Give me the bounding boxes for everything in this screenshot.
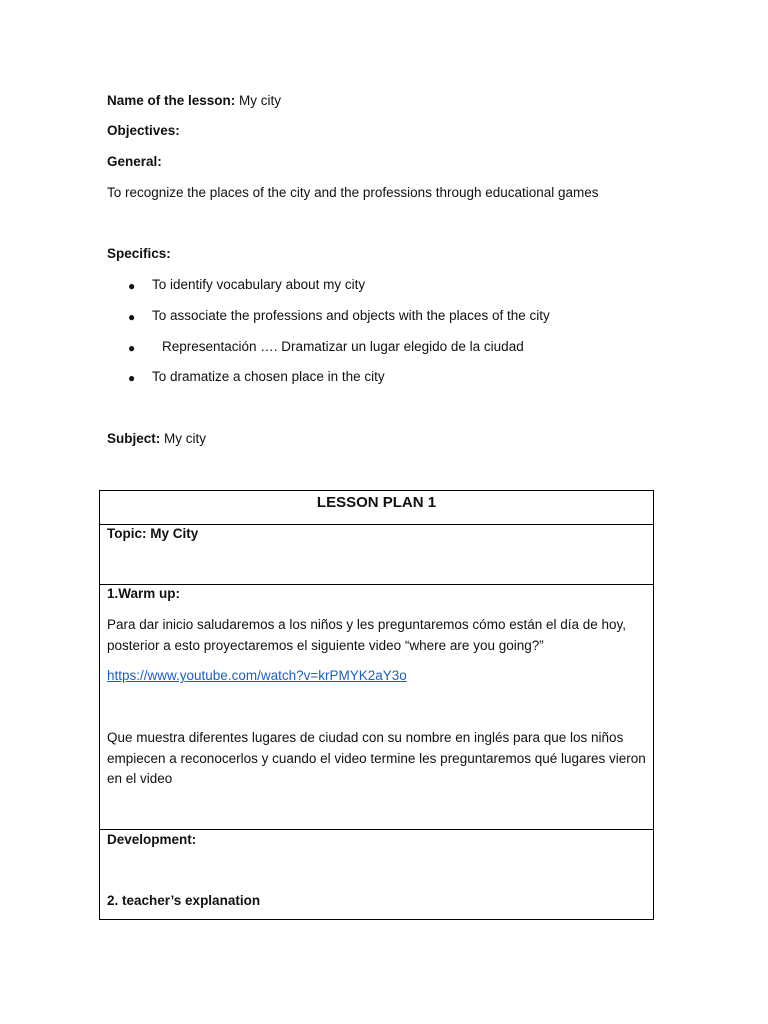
explanation-label: 2. teacher’s explanation — [107, 893, 261, 908]
lesson-name-line — [107, 93, 281, 108]
warmup-text: Para dar inicio saludaremos a los niños y les preguntaremos cómo están el día de hoy, posterior a esto proyectaremos el siguiente video “where are you going?” — [107, 617, 627, 653]
specific-item: To dramatize a chosen place in the city — [152, 369, 385, 384]
subject-label: Subject: — [107, 431, 161, 446]
general-label: General: — [107, 154, 162, 169]
bullet-dot-icon: ● — [128, 371, 136, 385]
table-divider — [100, 829, 653, 830]
lesson-plan-table — [99, 490, 654, 920]
bullet-dot-icon: ● — [128, 310, 136, 324]
specifics-label: Specifics: — [107, 246, 171, 261]
specific-item: Representación …. Dramatizar un lugar elegido de la ciudad — [162, 339, 524, 354]
warmup-label: 1.Warm up: — [107, 586, 181, 601]
specific-item: To associate the professions and objects with the places of the city — [152, 308, 550, 323]
subject-line — [107, 431, 206, 446]
video-link[interactable]: https://www.youtube.com/watch?v=krPMYK2aY3o — [107, 668, 407, 683]
bullet-dot-icon: ● — [128, 279, 136, 293]
table-divider — [100, 584, 653, 585]
bullet-dot-icon: ● — [128, 341, 136, 355]
subject-value: My city — [164, 431, 207, 446]
lesson-plan-title: LESSON PLAN 1 — [316, 494, 437, 511]
table-divider — [100, 524, 653, 525]
lesson-name-value: My city — [239, 93, 282, 108]
development-label: Development: — [107, 832, 197, 847]
general-text: To recognize the places of the city and the professions through educational games — [107, 185, 599, 200]
video-description: Que muestra diferentes lugares de ciudad con su nombre en inglés para que los niños empiecen a reconocerlos y cuando el video termine les preguntaremos qué lugares vieron en el video — [107, 730, 646, 786]
topic-label: Topic: My City — [107, 526, 199, 541]
specific-item: To identify vocabulary about my city — [152, 277, 366, 292]
objectives-label: Objectives: — [107, 123, 180, 138]
lesson-name-label: Name of the lesson: — [107, 93, 236, 108]
